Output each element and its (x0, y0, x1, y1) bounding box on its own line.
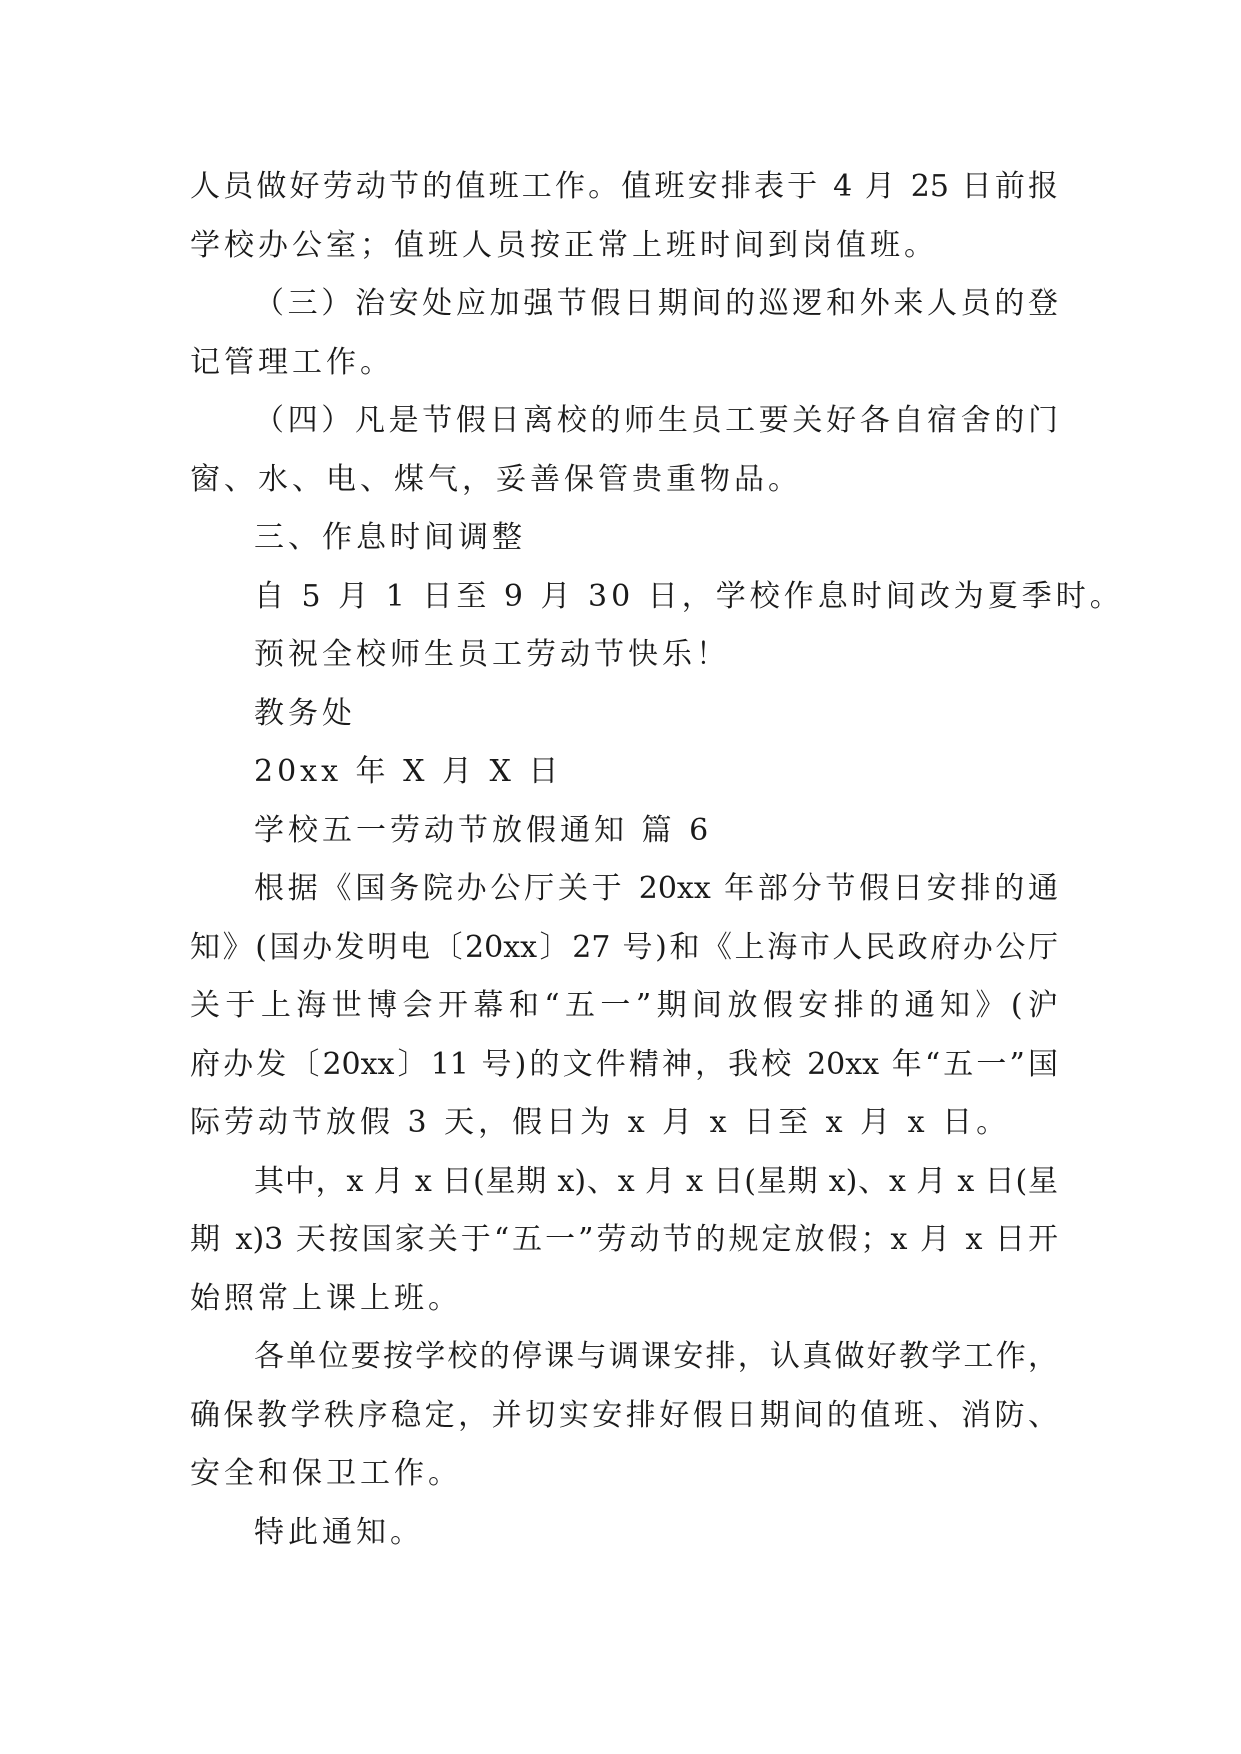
text-line: （三）治安处应加强节假日期间的巡逻和外来人员的登 (254, 286, 1058, 321)
text-line: 学校办公室；值班人员按正常上班时间到岗值班。 (190, 227, 938, 263)
text-line: 各单位要按学校的停课与调课安排，认真做好教学工作， (254, 1339, 1058, 1374)
text-line: 确保教学秩序稳定，并切实安排好假日期间的值班、消防、 (190, 1397, 1058, 1433)
text-line: 际劳动节放假 3 天，假日为 x 月 x 日至 x 月 x 日。 (190, 1105, 1011, 1140)
text-line: 记管理工作。 (190, 344, 394, 380)
text-line: （四）凡是节假日离校的师生员工要关好各自宿舍的门 (254, 403, 1058, 438)
text-line: 预祝全校师生员工劳动节快乐！ (254, 637, 730, 672)
section-heading: 三、作息时间调整 (254, 520, 526, 555)
text-line: 根据《国务院办公厅关于 20xx 年部分节假日安排的通 (254, 871, 1058, 906)
signature-office: 教务处 (254, 695, 356, 731)
text-line: 人员做好劳动节的值班工作。值班安排表于 4 月 25 日前报 (190, 169, 1058, 204)
closing-line: 特此通知。 (254, 1514, 424, 1550)
text-line: 其中，x 月 x 日(星期 x)、x 月 x 日(星期 x)、x 月 x 日(星 (254, 1163, 1058, 1199)
text-line: 安全和保卫工作。 (190, 1456, 462, 1491)
text-line: 知》(国办发明电〔20xx〕27 号)和《上海市人民政府办公厅 (190, 929, 1058, 965)
text-line: 府办发〔20xx〕11 号)的文件精神，我校 20xx 年“五一”国 (190, 1046, 1058, 1082)
text-line: 关于上海世博会开幕和“五一”期间放假安排的通知》(沪 (190, 988, 1058, 1023)
text-line: 自 5 月 1 日至 9 月 30 日，学校作息时间改为夏季时。 (254, 578, 1124, 614)
text-line: 期 x)3 天按国家关于“五一”劳动节的规定放假；x 月 x 日开 (190, 1222, 1058, 1257)
text-line: 窗、水、电、煤气，妥善保管贵重物品。 (190, 461, 802, 497)
section-title: 学校五一劳动节放假通知 篇 6 (254, 812, 713, 848)
text-line: 始照常上课上班。 (190, 1280, 462, 1316)
document-body (190, 158, 1124, 1562)
signature-date: 20xx 年 X 月 X 日 (254, 754, 563, 789)
